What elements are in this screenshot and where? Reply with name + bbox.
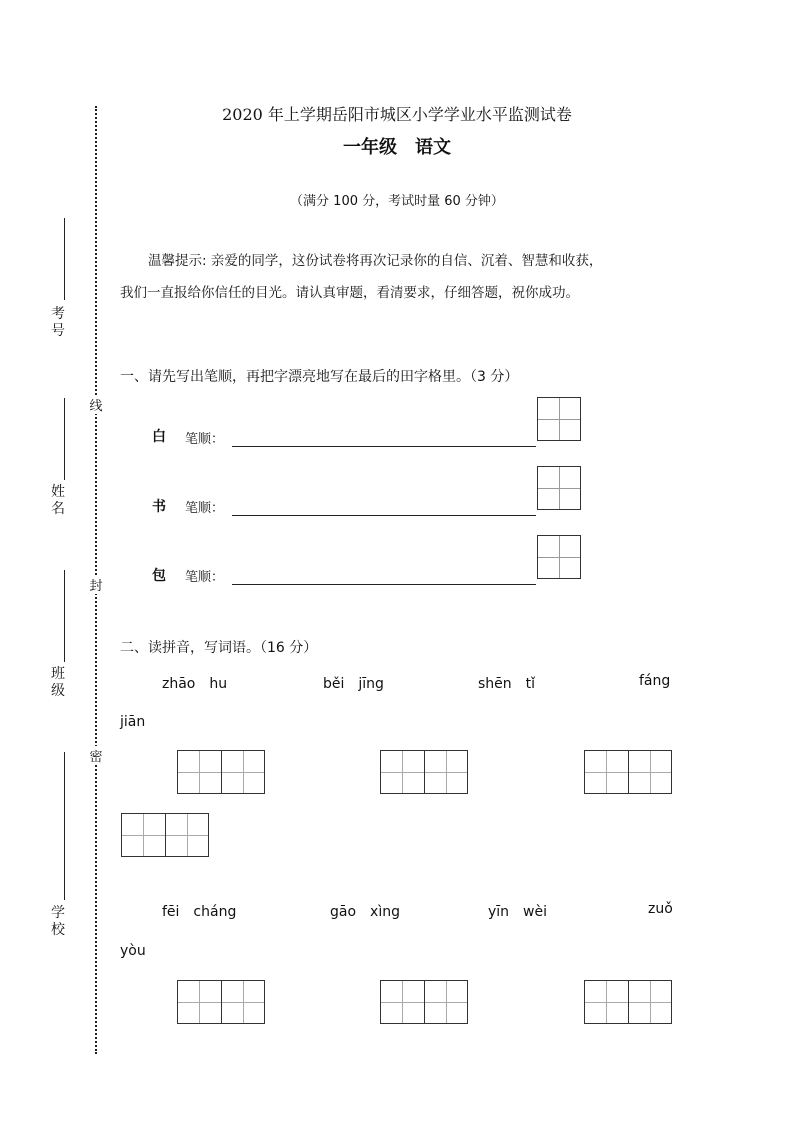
q1-order-label-3: 笔顺： [185, 570, 225, 585]
q1-order-label-1: 笔顺： [185, 432, 225, 447]
q1-order-line-3[interactable] [232, 584, 536, 585]
q2-write-grid-5[interactable] [177, 980, 265, 1024]
cut-mark-line: 线 [88, 395, 104, 414]
q2-write-grid-2[interactable] [380, 750, 468, 794]
q2-write-grid-6[interactable] [380, 980, 468, 1024]
q1-order-line-2[interactable] [232, 515, 536, 516]
q2-write-grid-3[interactable] [584, 750, 672, 794]
q2-pinyin-7: yīn wèi [488, 904, 548, 920]
q2-pinyin-4: fáng [639, 673, 671, 689]
school-label: 学校 [51, 905, 65, 938]
exam-no-label: 考号 [51, 306, 65, 339]
name-label: 姓名 [51, 484, 65, 517]
exam-title: 2020 年上学期岳阳市城区小学学业水平监测试卷 [222, 105, 572, 124]
q2-title: 二、读拼音，写词语。（16 分） [120, 640, 318, 656]
q1-char-2: 书 [152, 499, 166, 515]
score-note: （满分 100 分，考试时量 60 分钟） [290, 194, 504, 209]
cut-mark-secret: 密 [88, 746, 104, 765]
q1-char-1: 白 [152, 429, 166, 445]
class-label: 班级 [51, 666, 65, 699]
q2-write-grid-4[interactable] [121, 813, 209, 857]
exam-no-line [64, 218, 65, 300]
q1-tianzige-1[interactable] [537, 397, 581, 441]
q2-pinyin-8-cont: yòu [120, 943, 146, 959]
q1-order-label-2: 笔顺： [185, 501, 225, 516]
q1-char-3: 包 [152, 568, 166, 584]
q2-pinyin-8: zuǒ [648, 901, 673, 917]
q1-tianzige-2[interactable] [537, 466, 581, 510]
tip-line-1: 温馨提示: 亲爱的同学，这份试卷将再次记录你的自信、沉着、智慧和收获， [148, 253, 603, 269]
q1-title: 一、请先写出笔顺，再把字漂亮地写在最后的田字格里。（3 分） [120, 369, 519, 385]
q2-pinyin-5: fēi cháng [162, 904, 237, 920]
name-line [64, 398, 65, 480]
q2-pinyin-4-cont: jiān [120, 714, 146, 730]
q2-write-grid-1[interactable] [177, 750, 265, 794]
q1-order-line-1[interactable] [232, 446, 536, 447]
q2-pinyin-1: zhāo hu [162, 676, 228, 692]
q2-pinyin-2: běi jīng [323, 676, 384, 692]
q1-tianzige-3[interactable] [537, 535, 581, 579]
exam-subtitle: 一年级 语文 [343, 137, 451, 158]
q2-pinyin-3: shēn tǐ [478, 676, 536, 692]
cut-mark-seal: 封 [88, 575, 104, 594]
school-line [64, 752, 65, 900]
class-line [64, 570, 65, 662]
tip-line-2: 我们一直报给你信任的目光。请认真审题，看清要求，仔细答题，祝你成功。 [120, 285, 579, 301]
q2-pinyin-6: gāo xìng [330, 904, 400, 920]
q2-write-grid-7[interactable] [584, 980, 672, 1024]
